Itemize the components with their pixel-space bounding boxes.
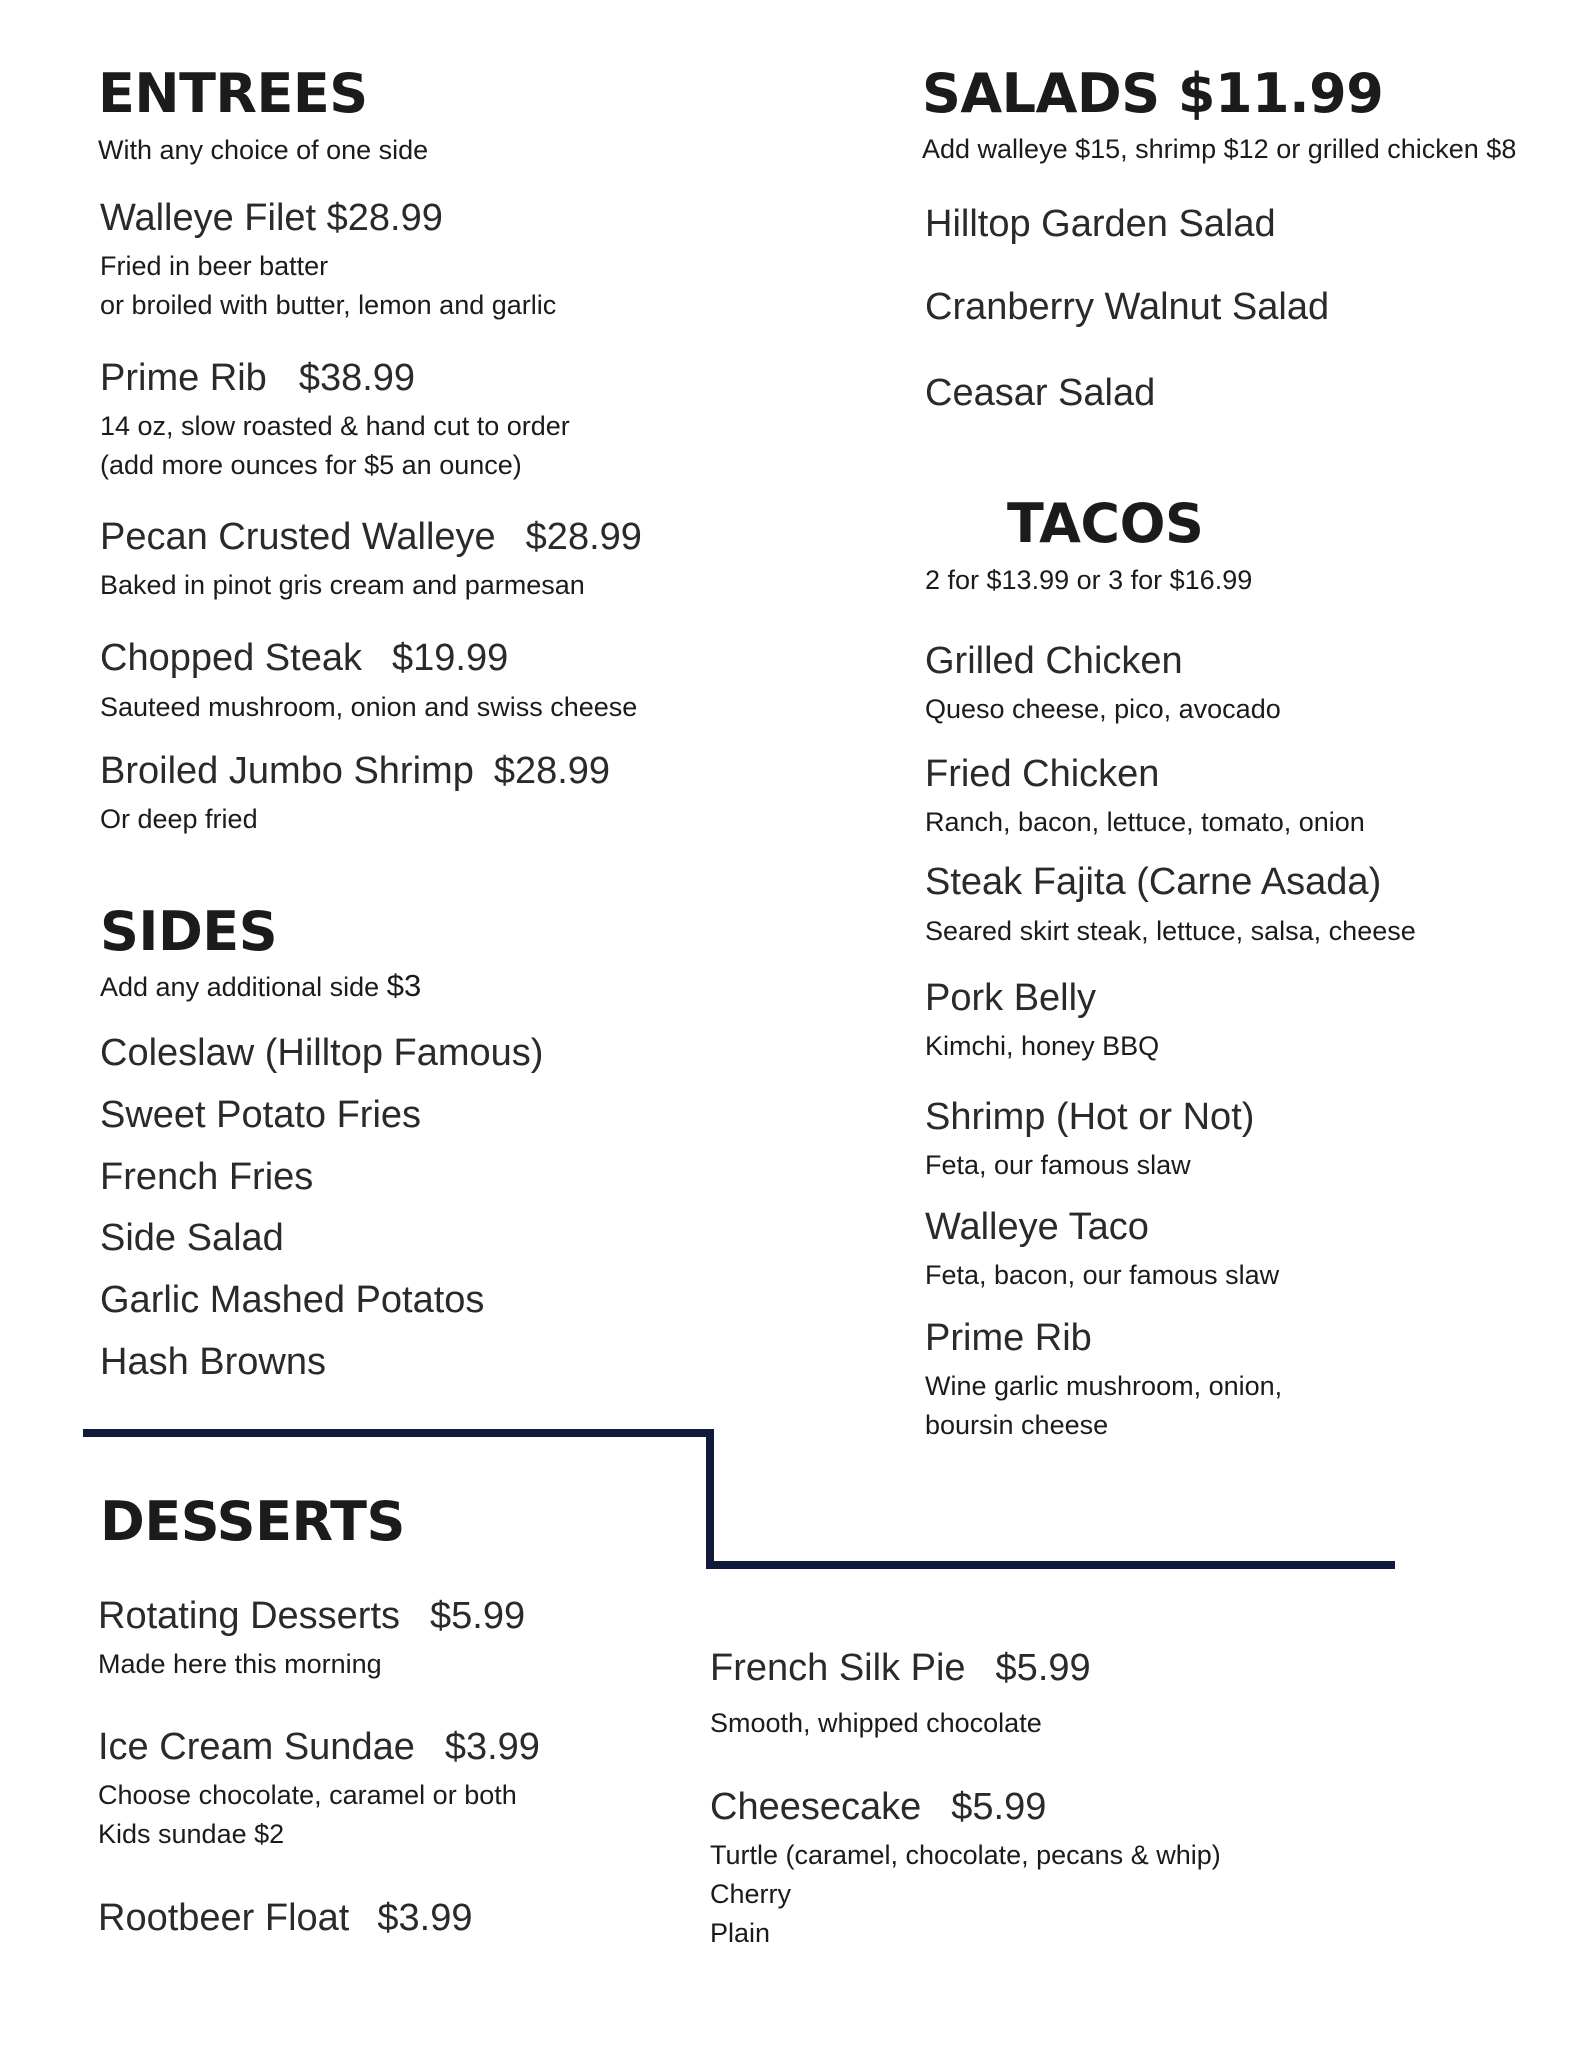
dessert-name-rotating: Rotating Desserts $5.99 xyxy=(98,1595,526,1637)
taco-name: Steak Fajita (Carne Asada) xyxy=(925,861,1382,903)
side-item: French Fries xyxy=(100,1156,314,1198)
tacos-subtitle: 2 for $13.99 or 3 for $16.99 xyxy=(925,565,1253,595)
dessert-name-rootbeer-float: Rootbeer Float $3.99 xyxy=(98,1897,473,1939)
entree-desc: Sauteed mushroom, onion and swiss cheese xyxy=(100,692,638,722)
entree-price: $28.99 xyxy=(525,516,642,558)
taco-name: Walleye Taco xyxy=(925,1206,1149,1248)
sides-title: SIDES xyxy=(100,900,278,963)
entree-desc: Fried in beer batter xyxy=(100,251,329,281)
entree-price: $28.99 xyxy=(493,750,611,792)
taco-desc: Wine garlic mushroom, onion, xyxy=(925,1371,1283,1401)
sides-subtitle: Add any additional side $3 xyxy=(100,968,422,1003)
sides-subtitle-price: $3 xyxy=(386,968,422,1003)
section-divider xyxy=(83,1429,714,1437)
taco-name: Prime Rib xyxy=(925,1317,1092,1359)
entrees-subtitle: With any choice of one side xyxy=(98,135,429,165)
entree-price: $19.99 xyxy=(391,637,509,679)
dessert-desc: Turtle (caramel, chocolate, pecans & whip) xyxy=(710,1840,1221,1870)
entree-name-broiled-jumbo-shrimp: Broiled Jumbo Shrimp $28.99 xyxy=(100,750,611,792)
dessert-desc: Cherry xyxy=(710,1879,792,1909)
side-item: Coleslaw (Hilltop Famous) xyxy=(100,1032,544,1074)
section-divider xyxy=(706,1429,714,1569)
dessert-name-cheesecake: Cheesecake $5.99 xyxy=(710,1786,1047,1828)
dessert-name-french-silk-pie: French Silk Pie $5.99 xyxy=(710,1647,1091,1689)
side-item: Side Salad xyxy=(100,1217,284,1259)
dessert-name-ice-cream-sundae: Ice Cream Sundae $3.99 xyxy=(98,1726,540,1768)
taco-desc: Feta, our famous slaw xyxy=(925,1150,1191,1180)
dessert-desc: Smooth, whipped chocolate xyxy=(710,1708,1042,1738)
taco-desc: Seared skirt steak, lettuce, salsa, cheese xyxy=(925,916,1416,946)
taco-desc: Queso cheese, pico, avocado xyxy=(925,694,1281,724)
entree-name-chopped-steak: Chopped Steak $19.99 xyxy=(100,637,509,679)
taco-desc: Kimchi, honey BBQ xyxy=(925,1031,1160,1061)
side-item: Garlic Mashed Potatos xyxy=(100,1279,485,1321)
tacos-title: TACOS xyxy=(1007,492,1204,555)
dessert-desc: Kids sundae $2 xyxy=(98,1819,285,1849)
entree-price: $28.99 xyxy=(326,197,443,239)
entree-name-prime-rib: Prime Rib $38.99 xyxy=(100,357,416,399)
side-item: Sweet Potato Fries xyxy=(100,1094,422,1136)
dessert-desc: Plain xyxy=(710,1918,771,1948)
taco-name: Pork Belly xyxy=(925,977,1097,1019)
dessert-price: $5.99 xyxy=(995,1647,1091,1689)
entree-name-walleye-filet: Walleye Filet $28.99 xyxy=(100,197,443,239)
dessert-desc: Choose chocolate, caramel or both xyxy=(98,1780,517,1810)
salad-item: Hilltop Garden Salad xyxy=(925,203,1276,245)
dessert-price: $3.99 xyxy=(444,1726,540,1768)
side-item: Hash Browns xyxy=(100,1341,326,1383)
entree-desc: or broiled with butter, lemon and garlic xyxy=(100,290,557,320)
salads-subtitle: Add walleye $15, shrimp $12 or grilled chicken $8 xyxy=(922,134,1517,164)
salad-item: Cranberry Walnut Salad xyxy=(925,286,1330,328)
entrees-title: ENTREES xyxy=(98,62,368,125)
taco-desc: Feta, bacon, our famous slaw xyxy=(925,1260,1280,1290)
dessert-desc: Made here this morning xyxy=(98,1649,382,1679)
entree-price: $38.99 xyxy=(298,357,416,399)
entree-desc: (add more ounces for $5 an ounce) xyxy=(100,450,522,480)
taco-name: Shrimp (Hot or Not) xyxy=(925,1096,1255,1138)
entree-name-pecan-crusted-walleye: Pecan Crusted Walleye $28.99 xyxy=(100,516,642,558)
dessert-price: $3.99 xyxy=(377,1897,473,1939)
taco-desc: Ranch, bacon, lettuce, tomato, onion xyxy=(925,807,1365,837)
entree-desc: Baked in pinot gris cream and parmesan xyxy=(100,570,585,600)
taco-desc: boursin cheese xyxy=(925,1410,1109,1440)
salads-title: SALADS $11.99 xyxy=(922,62,1384,125)
taco-name: Fried Chicken xyxy=(925,753,1160,795)
entree-desc: Or deep fried xyxy=(100,804,258,834)
dessert-price: $5.99 xyxy=(951,1786,1047,1828)
taco-name: Grilled Chicken xyxy=(925,640,1183,682)
dessert-price: $5.99 xyxy=(430,1595,526,1637)
entree-desc: 14 oz, slow roasted & hand cut to order xyxy=(100,411,570,441)
salad-item: Ceasar Salad xyxy=(925,372,1156,414)
section-divider xyxy=(706,1561,1395,1569)
desserts-title: DESSERTS xyxy=(100,1490,405,1553)
